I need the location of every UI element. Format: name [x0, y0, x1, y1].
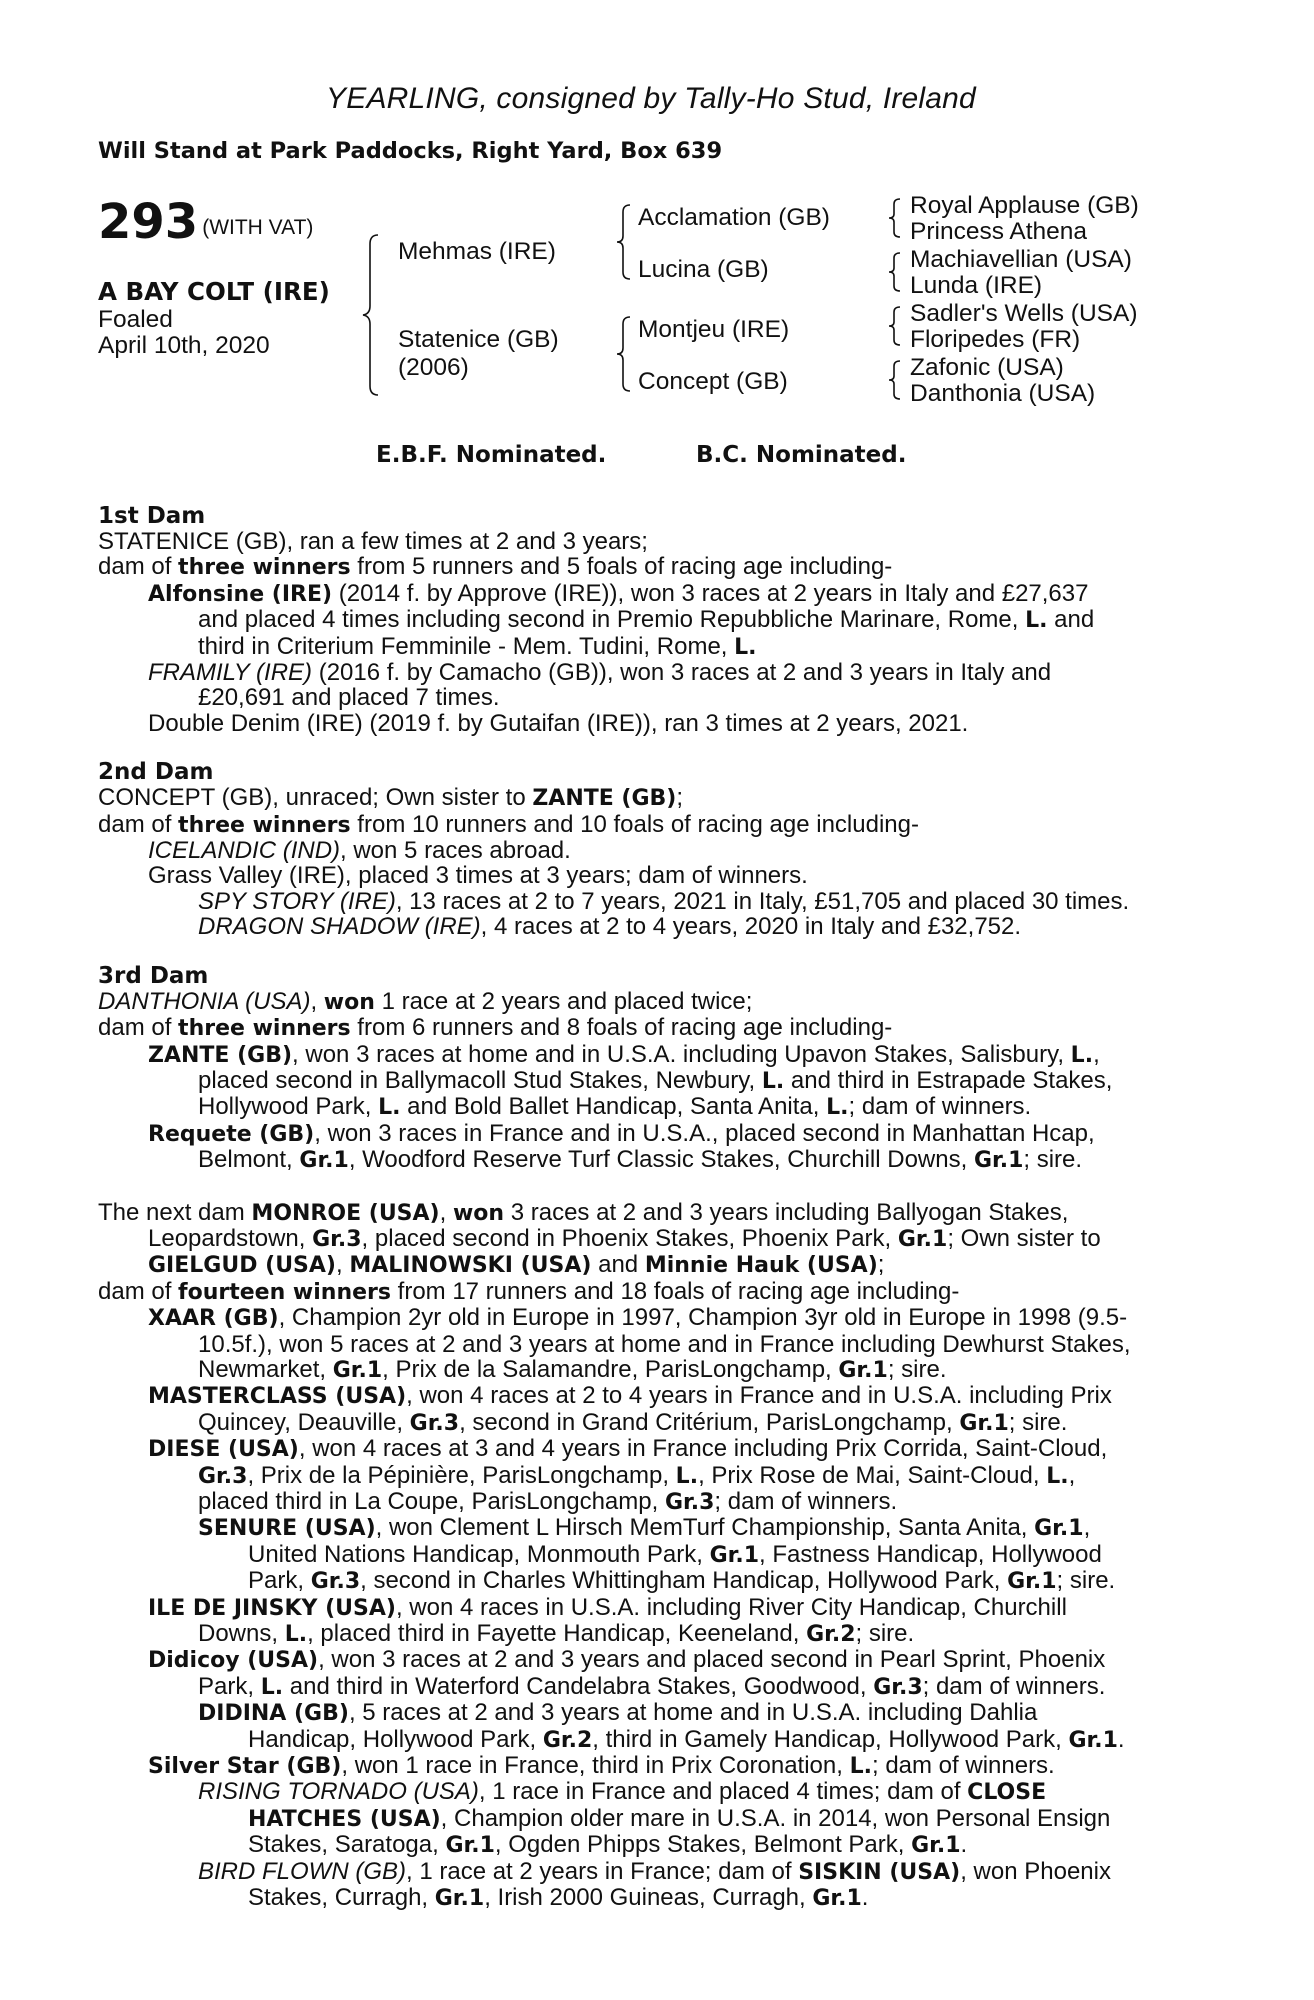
- progeny-grass-valley: Grass Valley (IRE), placed 3 times at 3 years; dam of winners.: [148, 862, 808, 890]
- dam-name: Statenice (GB): [398, 326, 559, 353]
- progeny-ile-de-jinsky-cont: Downs, L., placed third in Fayette Handicap, Keeneland, Gr.2; sire.: [198, 1620, 915, 1648]
- g4-3: Lunda (IRE): [910, 272, 1043, 299]
- lot-number: 293: [98, 194, 199, 250]
- g4-1: Princess Athena: [910, 218, 1088, 245]
- progeny-didicoy-cont: Park, L. and third in Waterford Candelabra Stakes, Goodwood, Gr.3; dam of winners.: [198, 1672, 1106, 1700]
- progeny-double-denim: Double Denim (IRE) (2019 f. by Gutaifan (IRE)), ran 3 times at 2 years, 2021.: [148, 709, 969, 737]
- progeny-xaar-cont-2: Newmarket, Gr.1, Prix de la Salamandre, ParisLongchamp, Gr.1; sire.: [198, 1355, 947, 1383]
- progeny-silver-star: Silver Star (GB), won 1 race in France, third in Prix Coronation, L.; dam of winners.: [148, 1752, 1055, 1780]
- first-dam-heading: 1st Dam: [98, 503, 206, 529]
- progeny-masterclass: MASTERCLASS (USA), won 4 races at 2 to 4 years in France and in U.S.A. including Prix: [148, 1382, 1112, 1410]
- ebf-nominated: E.B.F. Nominated.: [376, 442, 607, 468]
- progeny-requete-cont: Belmont, Gr.1, Woodford Reserve Turf Classic Stakes, Churchill Downs, Gr.1; sire.: [198, 1146, 1083, 1174]
- grand-progeny-bird-flown: BIRD FLOWN (GB), 1 race at 2 years in France; dam of SISKIN (USA), won Phoenix: [198, 1857, 1111, 1885]
- progeny-alfonsine-cont-1: and placed 4 times including second in Premio Repubbliche Marinare, Rome, L. and: [198, 606, 1095, 634]
- sire-sire: Acclamation (GB): [638, 204, 830, 231]
- grand-progeny-senure-cont-2: Park, Gr.3, second in Charles Whittingham Handicap, Hollywood Park, Gr.1; sire.: [248, 1567, 1116, 1595]
- second-dam-line-1: CONCEPT (GB), unraced; Own sister to ZANTE (GB);: [98, 784, 684, 812]
- progeny-framily: FRAMILY (IRE) (2016 f. by Camacho (GB)), won 3 races at 2 and 3 years in Italy and: [148, 659, 1052, 687]
- dam-dam: Concept (GB): [638, 368, 788, 395]
- progeny-alfonsine-cont-2: third in Criterium Femminile - Mem. Tudini, Rome, L.: [198, 632, 757, 660]
- grand-progeny-didina-cont: Handicap, Hollywood Park, Gr.2, third in Gamely Handicap, Hollywood Park, Gr.1.: [248, 1725, 1125, 1753]
- third-dam-line-2: dam of three winners from 6 runners and 8 foals of racing age including-: [98, 1014, 893, 1042]
- second-dam-line-2: dam of three winners from 10 runners and 10 foals of racing age including-: [98, 810, 919, 838]
- progeny-icelandic: ICELANDIC (IND), won 5 races abroad.: [148, 837, 571, 865]
- grand-progeny-senure-cont-1: United Nations Handicap, Monmouth Park, Gr.1, Fastness Handicap, Hollywood: [248, 1540, 1102, 1568]
- grand-progeny-senure: SENURE (USA), won Clement L Hirsch MemTurf Championship, Santa Anita, Gr.1,: [198, 1514, 1091, 1542]
- next-dam-line-3: GIELGUD (USA), MALINOWSKI (USA) and Minnie Hauk (USA);: [148, 1251, 885, 1279]
- sire-brace: [616, 204, 632, 280]
- g4-0: Royal Applause (GB): [910, 192, 1139, 219]
- progeny-zante: ZANTE (GB), won 3 races at home and in U.S.A. including Upavon Stakes, Salisbury, L.,: [148, 1040, 1100, 1068]
- pedigree-table: [98, 192, 1204, 438]
- grand-progeny-dragon-shadow: DRAGON SHADOW (IRE), 4 races at 2 to 4 years, 2020 in Italy and £32,752.: [198, 913, 1022, 941]
- progeny-zante-cont-1: placed second in Ballymacoll Stud Stakes, Newbury, L. and third in Estrapade Stakes,: [198, 1066, 1113, 1094]
- next-dam-section: [98, 1200, 1204, 1912]
- progeny-framily-cont: £20,691 and placed 7 times.: [198, 684, 500, 712]
- dam-brace: [616, 316, 632, 392]
- first-dam-line-2: dam of three winners from 5 runners and 5 foals of racing age including-: [98, 553, 893, 581]
- catalogue-page: [98, 82, 1204, 1912]
- g4-brace-3: [888, 306, 902, 346]
- next-dam-line-2: Leopardstown, Gr.3, placed second in Phoenix Stakes, Phoenix Park, Gr.1; Own sister to: [148, 1224, 1101, 1252]
- progeny-requete: Requete (GB), won 3 races in France and in U.S.A., placed second in Manhattan Hcap,: [148, 1119, 1095, 1147]
- g4-7: Danthonia (USA): [910, 380, 1096, 407]
- third-dam-heading: 3rd Dam: [98, 962, 209, 989]
- progeny-diese-cont-1: Gr.3, Prix de la Pépinière, ParisLongchamp, L., Prix Rose de Mai, Saint-Cloud, L.,: [198, 1461, 1076, 1489]
- grand-progeny-rising-tornado-cont-1: HATCHES (USA), Champion older mare in U.S.A. in 2014, won Personal Ensign: [248, 1804, 1111, 1832]
- g4-brace-4: [888, 360, 902, 400]
- progeny-alfonsine: Alfonsine (IRE) (2014 f. by Approve (IRE)), won 3 races at 2 years in Italy and £27,637: [148, 579, 1089, 607]
- sire-dam: Lucina (GB): [638, 256, 769, 283]
- colt-title: A BAY COLT (IRE): [98, 277, 330, 306]
- progeny-xaar-cont-1: 10.5f.), won 5 races at 2 and 3 years at home and in France including Dewhurst Stakes,: [198, 1330, 1131, 1358]
- g4-brace-1: [888, 198, 902, 238]
- foaled-date: April 10th, 2020: [98, 332, 270, 359]
- third-dam-line-1: DANTHONIA (USA), won 1 race at 2 years and placed twice;: [98, 987, 753, 1015]
- g4-6: Zafonic (USA): [910, 354, 1064, 381]
- grand-progeny-rising-tornado-cont-2: Stakes, Saratoga, Gr.1, Ogden Phipps Stakes, Belmont Park, Gr.1.: [248, 1831, 968, 1859]
- progeny-diese-cont-2: placed third in La Coupe, ParisLongchamp, Gr.3; dam of winners.: [198, 1488, 898, 1515]
- g4-4: Sadler's Wells (USA): [910, 300, 1138, 327]
- dam-year: (2006): [398, 354, 469, 381]
- nominations: [98, 438, 1204, 482]
- vat-label: (WITH VAT): [202, 216, 314, 239]
- grand-progeny-spy-story: SPY STORY (IRE), 13 races at 2 to 7 years, 2021 in Italy, £51,705 and placed 30 times.: [198, 887, 1130, 915]
- foaled-label: Foaled: [98, 306, 173, 333]
- second-dam-heading: 2nd Dam: [98, 759, 214, 786]
- progeny-didicoy: Didicoy (USA), won 3 races at 2 and 3 years and placed second in Pearl Sprint, Phoenix: [148, 1646, 1106, 1674]
- grand-progeny-didina: DIDINA (GB), 5 races at 2 and 3 years at home and in U.S.A. including Dahlia: [198, 1699, 1038, 1727]
- lot-number-block: [98, 194, 314, 250]
- sire-name: Mehmas (IRE): [398, 238, 556, 265]
- g4-5: Floripedes (FR): [910, 326, 1081, 353]
- pedigree-brace-main: [362, 234, 380, 396]
- progeny-zante-cont-2: Hollywood Park, L. and Bold Ballet Handicap, Santa Anita, L.; dam of winners.: [198, 1093, 1032, 1121]
- grand-progeny-bird-flown-cont: Stakes, Curragh, Gr.1, Irish 2000 Guineas, Curragh, Gr.1.: [248, 1884, 869, 1912]
- third-dam-section: [98, 964, 1204, 1174]
- first-dam-section: [98, 504, 1204, 736]
- venue-line: Will Stand at Park Paddocks, Right Yard, Box 639: [98, 138, 723, 164]
- g4-2: Machiavellian (USA): [910, 246, 1132, 273]
- page-header: YEARLING, consigned by Tally-Ho Stud, Ireland: [326, 82, 976, 115]
- dam-sire: Montjeu (IRE): [638, 316, 790, 343]
- next-dam-line-4: dam of fourteen winners from 17 runners and 18 foals of racing age including-: [98, 1277, 960, 1305]
- bc-nominated: B.C. Nominated.: [696, 442, 907, 468]
- progeny-diese: DIESE (USA), won 4 races at 3 and 4 years in France including Prix Corrida, Saint-Cloud,: [148, 1435, 1108, 1463]
- grand-progeny-rising-tornado: RISING TORNADO (USA), 1 race in France and placed 4 times; dam of CLOSE: [198, 1778, 1047, 1806]
- progeny-ile-de-jinsky: ILE DE JINSKY (USA), won 4 races in U.S.A. including River City Handicap, Churchill: [148, 1593, 1067, 1621]
- progeny-xaar: XAAR (GB), Champion 2yr old in Europe in 1997, Champion 3yr old in Europe in 1998 (9.5-: [148, 1304, 1128, 1332]
- second-dam-section: [98, 760, 1204, 939]
- g4-brace-2: [888, 252, 902, 292]
- progeny-masterclass-cont: Quincey, Deauville, Gr.3, second in Grand Critérium, ParisLongchamp, Gr.1; sire.: [198, 1408, 1068, 1436]
- next-dam-line-1: The next dam MONROE (USA), won 3 races at 2 and 3 years including Ballyogan Stakes,: [98, 1198, 1069, 1226]
- first-dam-line-1: STATENICE (GB), ran a few times at 2 and 3 years;: [98, 528, 648, 555]
